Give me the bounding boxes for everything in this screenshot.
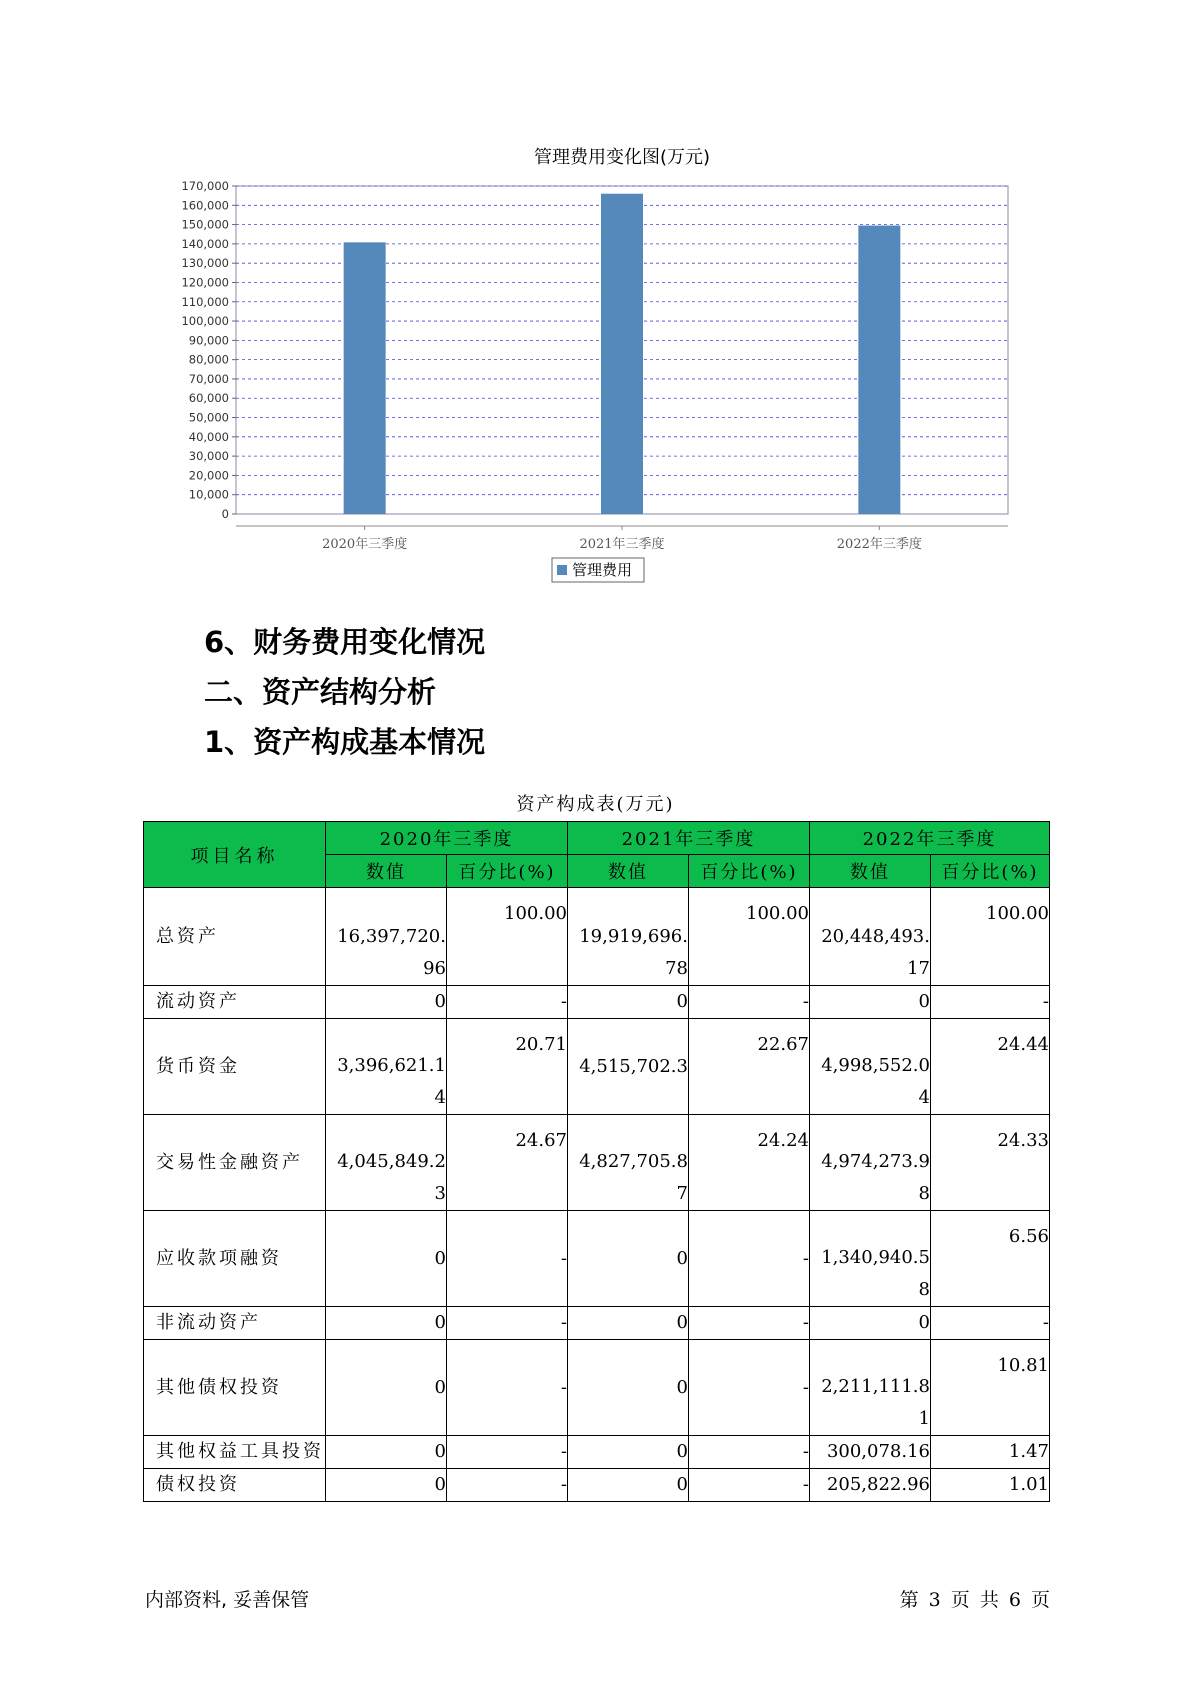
header-pct: 百分比(%) (689, 855, 810, 888)
cell-pct: - (689, 1307, 810, 1340)
chart-svg (0, 0, 1191, 600)
y-tick-label: 90,000 (188, 333, 229, 348)
cell-pct: 24.67 (447, 1115, 568, 1211)
header-period-2022: 2022年三季度 (810, 822, 1050, 855)
table-row (144, 1115, 1050, 1211)
cell-value: 0 (568, 1307, 689, 1340)
y-tick-label: 110,000 (181, 294, 229, 309)
cell-value: 4,998,552.04 (810, 1019, 931, 1115)
cell-value: 0 (568, 986, 689, 1019)
cell-value: 0 (326, 1436, 447, 1469)
cell-pct: 22.67 (689, 1019, 810, 1115)
y-tick-label: 150,000 (181, 217, 229, 232)
cell-value: 0 (810, 1307, 931, 1340)
x-tick-label: 2022年三季度 (836, 537, 922, 552)
cell-value: 0 (568, 1436, 689, 1469)
cell-value: 16,397,720.96 (326, 888, 447, 986)
chart-title: 管理费用变化图(万元) (533, 147, 711, 168)
cell-value: 1,340,940.58 (810, 1211, 931, 1307)
footer-page-number: 第 3 页 共 6 页 (899, 1589, 1050, 1611)
expense-chart (0, 0, 1191, 600)
cell-value: 0 (326, 986, 447, 1019)
y-tick-label: 140,000 (181, 236, 229, 251)
cell-value: 4,515,702.3 (568, 1019, 689, 1115)
heading-finance-expense: 6、财务费用变化情况 (204, 625, 486, 659)
cell-pct: 10.81 (931, 1340, 1050, 1436)
cell-pct: - (931, 986, 1050, 1019)
legend-label: 管理费用 (572, 561, 633, 579)
table-row (144, 1340, 1050, 1436)
header-period-2021: 2021年三季度 (568, 822, 810, 855)
header-item-name: 项目名称 (144, 822, 326, 888)
row-name: 债权投资 (144, 1469, 326, 1502)
cell-value: 0 (568, 1340, 689, 1436)
y-tick-label: 100,000 (181, 314, 229, 329)
cell-value: 0 (326, 1307, 447, 1340)
header-pct: 百分比(%) (447, 855, 568, 888)
asset-table (143, 821, 1050, 1502)
table-row (144, 1436, 1050, 1469)
row-name: 非流动资产 (144, 1307, 326, 1340)
y-tick-label: 20,000 (188, 468, 229, 483)
header-value: 数值 (568, 855, 689, 888)
cell-pct: - (689, 1469, 810, 1502)
y-tick-label: 160,000 (181, 198, 229, 213)
row-name: 货币资金 (144, 1019, 326, 1115)
row-name: 总资产 (144, 888, 326, 986)
cell-value: 0 (568, 1211, 689, 1307)
cell-value: 0 (568, 1469, 689, 1502)
table-caption: 资产构成表(万元) (516, 794, 675, 815)
y-tick-label: 40,000 (188, 429, 229, 444)
table-row (144, 1307, 1050, 1340)
cell-pct: - (447, 986, 568, 1019)
cell-pct: - (447, 1307, 568, 1340)
row-name: 交易性金融资产 (144, 1115, 326, 1211)
y-tick-label: 170,000 (181, 179, 229, 193)
cell-pct: 6.56 (931, 1211, 1050, 1307)
table-row (144, 1211, 1050, 1307)
cell-pct: - (447, 1340, 568, 1436)
cell-value: 4,974,273.98 (810, 1115, 931, 1211)
table-row (144, 888, 1050, 986)
cell-value: 4,045,849.23 (326, 1115, 447, 1211)
row-name: 应收款项融资 (144, 1211, 326, 1307)
cell-pct: - (931, 1307, 1050, 1340)
cell-value: 4,827,705.87 (568, 1115, 689, 1211)
table-row (144, 1469, 1050, 1502)
cell-pct: 1.47 (931, 1436, 1050, 1469)
header-pct: 百分比(%) (931, 855, 1050, 888)
cell-value: 0 (326, 1211, 447, 1307)
row-name: 流动资产 (144, 986, 326, 1019)
cell-value: 205,822.96 (810, 1469, 931, 1502)
cell-pct: - (689, 1436, 810, 1469)
y-tick-label: 80,000 (188, 352, 229, 367)
cell-value: 300,078.16 (810, 1436, 931, 1469)
y-tick-label: 30,000 (188, 449, 229, 464)
x-tick-label: 2020年三季度 (322, 537, 408, 552)
cell-pct: - (447, 1469, 568, 1502)
bar (601, 194, 643, 514)
table-row (144, 1019, 1050, 1115)
cell-pct: - (689, 1340, 810, 1436)
cell-value: 0 (326, 1469, 447, 1502)
cell-pct: 100.00 (689, 888, 810, 986)
heading-asset-composition: 1、资产构成基本情况 (204, 725, 486, 759)
y-tick-label: 0 (221, 507, 229, 521)
footer-confidential-note: 内部资料, 妥善保管 (145, 1589, 310, 1611)
legend-swatch (557, 565, 567, 575)
cell-pct: 100.00 (931, 888, 1050, 986)
cell-value: 20,448,493.17 (810, 888, 931, 986)
header-value: 数值 (810, 855, 931, 888)
row-name: 其他权益工具投资 (144, 1436, 326, 1469)
y-tick-label: 10,000 (188, 487, 229, 502)
cell-pct: 24.33 (931, 1115, 1050, 1211)
y-tick-label: 130,000 (181, 256, 229, 271)
cell-pct: 1.01 (931, 1469, 1050, 1502)
cell-pct: - (447, 1211, 568, 1307)
cell-value: 3,396,621.14 (326, 1019, 447, 1115)
header-period-2020: 2020年三季度 (326, 822, 568, 855)
cell-pct: - (689, 1211, 810, 1307)
cell-value: 0 (810, 986, 931, 1019)
x-tick-label: 2021年三季度 (579, 537, 665, 552)
cell-value: 0 (326, 1340, 447, 1436)
cell-pct: - (447, 1436, 568, 1469)
cell-value: 19,919,696.78 (568, 888, 689, 986)
y-tick-label: 50,000 (188, 410, 229, 425)
y-tick-label: 120,000 (181, 275, 229, 290)
cell-pct: 24.24 (689, 1115, 810, 1211)
y-tick-label: 60,000 (188, 391, 229, 406)
cell-pct: 20.71 (447, 1019, 568, 1115)
cell-value: 2,211,111.81 (810, 1340, 931, 1436)
bar (858, 226, 900, 514)
table-row (144, 986, 1050, 1019)
cell-pct: - (689, 986, 810, 1019)
bar (344, 242, 386, 514)
y-tick-label: 70,000 (188, 371, 229, 386)
cell-pct: 100.00 (447, 888, 568, 986)
row-name: 其他债权投资 (144, 1340, 326, 1436)
heading-asset-structure: 二、资产结构分析 (204, 675, 437, 709)
header-value: 数值 (326, 855, 447, 888)
cell-pct: 24.44 (931, 1019, 1050, 1115)
